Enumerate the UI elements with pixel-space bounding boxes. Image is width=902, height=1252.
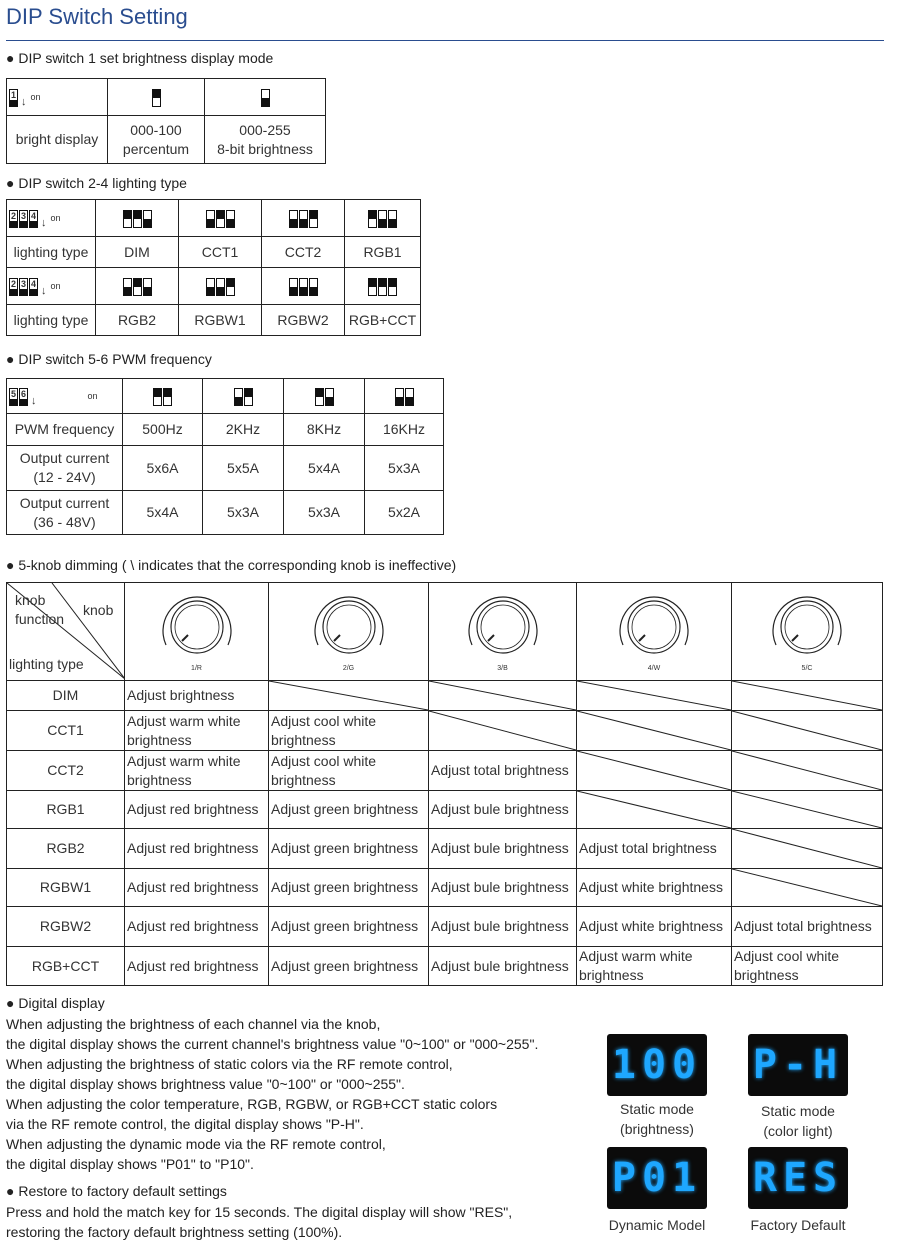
row-label: PWM frequency: [7, 414, 123, 446]
knob-label: 2/G: [342, 665, 355, 672]
function-cell: Adjust green brightness: [269, 829, 429, 869]
ineffective-slash: [269, 681, 428, 710]
header-function-label: function: [15, 611, 65, 627]
ineffective-slash: [732, 711, 882, 750]
table-row: [7, 681, 883, 711]
lighting-type-cell: CCT1: [7, 711, 125, 751]
row-label: lighting type: [7, 237, 96, 268]
display-panel-dynamic: P01: [607, 1147, 707, 1209]
switch-legend: 2 3 4 ↓ on: [7, 200, 96, 237]
type-cell: RGBW2: [262, 305, 345, 336]
knob-icon: [429, 587, 576, 659]
lighting-type-cell: RGBW2: [7, 907, 125, 947]
switch-state-up: [108, 79, 205, 116]
cell-8bit: 000-255 8-bit brightness: [205, 116, 326, 164]
current-cell: 5x4A: [123, 491, 203, 535]
lighting-type-cell: RGBW1: [7, 869, 125, 907]
row-label: bright display: [7, 116, 108, 164]
ineffective-slash: [732, 681, 882, 710]
function-cell: Adjust green brightness: [269, 791, 429, 829]
dip-switch-icon: 4: [29, 210, 38, 228]
switch-legend: 1 ↓ on: [7, 79, 108, 116]
knob-header: [732, 583, 883, 681]
knob-header: [577, 583, 732, 681]
switch-pattern: [179, 268, 262, 305]
panel-caption: Factory Default: [750, 1217, 846, 1233]
function-cell: Adjust red brightness: [125, 791, 269, 829]
ineffective-cell: [429, 711, 577, 751]
ineffective-slash: [577, 791, 731, 828]
knob-header: [269, 583, 429, 681]
section-heading-knob-dimming: ● 5-knob dimming ( \ indicates that the corresponding knob is ineffective): [6, 557, 457, 573]
ineffective-cell: [577, 791, 732, 829]
function-cell: Adjust bule brightness: [429, 907, 577, 947]
dip-switch-icon: [152, 89, 161, 107]
current-cell: 5x5A: [203, 446, 284, 491]
function-cell: Adjust red brightness: [125, 869, 269, 907]
lighting-type-table: [6, 199, 421, 336]
switch-pattern: [96, 268, 179, 305]
freq-cell: 2KHz: [203, 414, 284, 446]
switch-legend: 5 6 ↓ on: [7, 379, 123, 414]
knob-label: 3/B: [497, 665, 508, 672]
ineffective-cell: [577, 681, 732, 711]
ineffective-cell: [577, 711, 732, 751]
function-cell: Adjust green brightness: [269, 869, 429, 907]
current-cell: 5x3A: [284, 491, 365, 535]
knob-icon: [577, 587, 731, 659]
table-row: [7, 751, 883, 791]
cell-percent: 000-100 percentum: [108, 116, 205, 164]
row-label: Output current (36 - 48V): [7, 491, 123, 535]
display-panel-brightness: 100: [607, 1034, 707, 1096]
section-heading-pwm: ● DIP switch 5-6 PWM frequency: [6, 351, 212, 367]
section-heading-digital-display: ● Digital display: [6, 995, 105, 1011]
current-cell: 5x2A: [365, 491, 444, 535]
dip-switch-icon: 4: [29, 278, 38, 296]
knob-dimming-table: [6, 582, 883, 986]
lighting-type-cell: RGB1: [7, 791, 125, 829]
dip-switch-icon: 3: [19, 210, 28, 228]
ineffective-slash: [429, 711, 576, 750]
switch-pattern: [123, 379, 203, 414]
ineffective-cell: [269, 681, 429, 711]
table-row: [7, 711, 883, 751]
type-cell: RGBW1: [179, 305, 262, 336]
ineffective-slash: [732, 791, 882, 828]
ineffective-slash: [429, 681, 576, 710]
page-title: DIP Switch Setting: [6, 4, 188, 29]
dip-switch-icon: 6: [19, 388, 28, 406]
table-row: [7, 947, 883, 986]
function-cell: Adjust total brightness: [732, 907, 883, 947]
current-cell: 5x4A: [284, 446, 365, 491]
function-cell: Adjust brightness: [125, 681, 269, 711]
function-cell: Adjust white brightness: [577, 869, 732, 907]
function-cell: Adjust cool white brightness: [269, 711, 429, 751]
knob-icon: [125, 587, 268, 659]
ineffective-cell: [732, 751, 883, 791]
function-cell: Adjust warm white brightness: [125, 751, 269, 791]
dip-switch-icon: 5: [9, 388, 18, 406]
type-cell: RGB1: [345, 237, 421, 268]
knob-header: [125, 583, 269, 681]
ineffective-slash: [577, 681, 731, 710]
lighting-type-cell: DIM: [7, 681, 125, 711]
ineffective-slash: [577, 711, 731, 750]
header-type-label: lighting type: [9, 656, 84, 672]
ineffective-slash: [732, 751, 882, 790]
pwm-table: [6, 378, 444, 535]
freq-cell: 8KHz: [284, 414, 365, 446]
knob-icon: [732, 587, 882, 659]
ineffective-slash: [577, 751, 731, 790]
switch-pattern: [179, 200, 262, 237]
switch-state-down: [205, 79, 326, 116]
current-cell: 5x3A: [365, 446, 444, 491]
knob-label: 1/R: [191, 665, 202, 672]
ineffective-cell: [732, 681, 883, 711]
function-cell: Adjust warm white brightness: [577, 947, 732, 986]
row-label: Output current (12 - 24V): [7, 446, 123, 491]
switch-pattern: [262, 200, 345, 237]
title-divider: [6, 40, 884, 41]
header-corner: [7, 583, 125, 681]
ineffective-cell: [732, 791, 883, 829]
switch-pattern: [365, 379, 444, 414]
panel-caption: Static mode (brightness): [620, 1101, 694, 1137]
function-cell: Adjust green brightness: [269, 947, 429, 986]
function-cell: Adjust bule brightness: [429, 791, 577, 829]
section-heading-brightness-mode: ● DIP switch 1 set brightness display mode: [6, 50, 274, 66]
function-cell: Adjust white brightness: [577, 907, 732, 947]
function-cell: Adjust bule brightness: [429, 869, 577, 907]
function-cell: Adjust red brightness: [125, 829, 269, 869]
function-cell: Adjust cool white brightness: [732, 947, 883, 986]
header-knob-label: knob: [15, 592, 46, 608]
ineffective-cell: [732, 711, 883, 751]
dip-switch-icon: 1: [9, 89, 18, 107]
dip-switch-icon: 2: [9, 278, 18, 296]
dip-switch-icon: 3: [19, 278, 28, 296]
header-knob-label-2: knob: [83, 602, 114, 618]
switch-legend: 2 3 4 ↓ on: [7, 268, 96, 305]
function-cell: Adjust warm white brightness: [125, 711, 269, 751]
ineffective-cell: [732, 869, 883, 907]
switch-pattern: [284, 379, 365, 414]
function-cell: Adjust bule brightness: [429, 947, 577, 986]
function-cell: Adjust red brightness: [125, 907, 269, 947]
panel-caption: Static mode (color light): [761, 1103, 835, 1139]
switch-pattern: [96, 200, 179, 237]
type-cell: RGB+CCT: [345, 305, 421, 336]
knob-icon: [269, 587, 428, 659]
function-cell: Adjust bule brightness: [429, 829, 577, 869]
ineffective-cell: [732, 829, 883, 869]
panel-caption: Dynamic Model: [608, 1217, 706, 1233]
switch-pattern: [345, 200, 421, 237]
type-cell: DIM: [96, 237, 179, 268]
ineffective-slash: [732, 829, 882, 868]
row-label: lighting type: [7, 305, 96, 336]
switch-pattern: [345, 268, 421, 305]
knob-label: 5/C: [801, 665, 813, 672]
brightness-mode-table: [6, 78, 326, 164]
knob-header: [429, 583, 577, 681]
table-row: [7, 869, 883, 907]
ineffective-cell: [429, 681, 577, 711]
factory-reset-text: Press and hold the match key for 15 seconds. The digital display will show "RES", restoring the factory default brightness setting (100%).: [6, 1204, 513, 1240]
function-cell: Adjust red brightness: [125, 947, 269, 986]
type-cell: CCT2: [262, 237, 345, 268]
function-cell: Adjust total brightness: [577, 829, 732, 869]
knob-label: 4/W: [647, 665, 661, 672]
lighting-type-cell: RGB+CCT: [7, 947, 125, 986]
type-cell: RGB2: [96, 305, 179, 336]
lighting-type-cell: CCT2: [7, 751, 125, 791]
function-cell: Adjust total brightness: [429, 751, 577, 791]
switch-pattern: [262, 268, 345, 305]
ineffective-slash: [732, 869, 882, 906]
dip-switch-icon: 2: [9, 210, 18, 228]
type-cell: CCT1: [179, 237, 262, 268]
lighting-type-cell: RGB2: [7, 829, 125, 869]
current-cell: 5x3A: [203, 491, 284, 535]
switch-pattern: [203, 379, 284, 414]
section-heading-lighting-type: ● DIP switch 2-4 lighting type: [6, 175, 187, 191]
table-row: [7, 907, 883, 947]
table-row: [7, 829, 883, 869]
dip-switch-icon: [261, 89, 270, 107]
digital-display-text: When adjusting the brightness of each channel via the knob, the digital display shows the current channel's brightness value "0~100" or "000~255". When adjusting the brightness of static colors via the RF remote control, the digital display shows brightness value "0~100" or "000~255". When adjusting the color temperature, RGB, RGBW, or RGB+CCT static colors via the RF remote control, the digital display shows "P-H". When adjusting the dynamic mode via the RF remote control, the digital display shows "P01" to "P10".: [6, 1016, 539, 1172]
table-row: [7, 791, 883, 829]
ineffective-cell: [577, 751, 732, 791]
display-panel-reset: RES: [748, 1147, 848, 1209]
display-panel-color: P-H: [748, 1034, 848, 1096]
section-heading-factory-reset: ● Restore to factory default settings: [6, 1183, 227, 1199]
freq-cell: 16KHz: [365, 414, 444, 446]
freq-cell: 500Hz: [123, 414, 203, 446]
current-cell: 5x6A: [123, 446, 203, 491]
function-cell: Adjust cool white brightness: [269, 751, 429, 791]
function-cell: Adjust green brightness: [269, 907, 429, 947]
